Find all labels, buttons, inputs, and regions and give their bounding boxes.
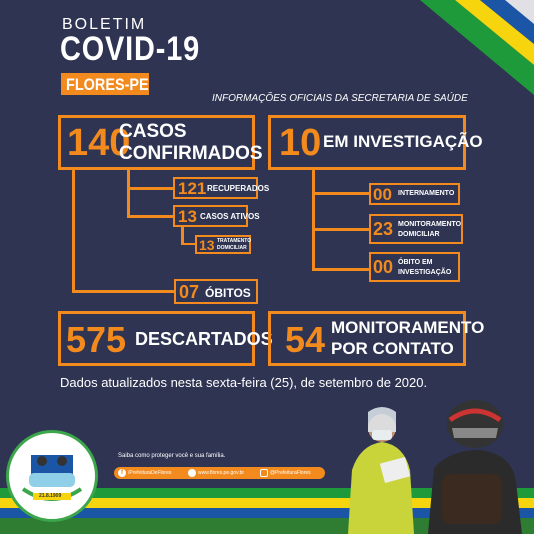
facebook-icon: f xyxy=(118,469,126,477)
discarded-box xyxy=(58,311,273,366)
home-treatment-label-1: TRATAMENTO xyxy=(217,238,252,244)
death-investigation-box xyxy=(369,252,460,282)
seal-icon xyxy=(9,433,95,519)
home-monitoring-label-2: DOMICILIAR xyxy=(398,231,440,238)
recovered-box xyxy=(173,177,270,199)
municipal-seal-logo xyxy=(6,430,98,522)
bulletin-kicker: BOLETIM xyxy=(62,16,147,33)
instagram-link[interactable]: @PrefeituraFlores xyxy=(270,470,311,476)
recovered-count: 121 xyxy=(178,179,207,198)
update-date-text: Dados atualizados nesta sexta-feira (25), de setembro de 2020. xyxy=(60,375,428,390)
investigation-box xyxy=(268,115,483,170)
connector-line xyxy=(312,168,315,271)
confirmed-label-1: CASOS xyxy=(119,121,187,142)
discarded-count: 575 xyxy=(66,319,127,360)
city-badge xyxy=(61,73,149,95)
city-label: FLORES-PE xyxy=(66,75,149,94)
connector-line xyxy=(72,168,75,293)
confirmed-count: 140 xyxy=(67,122,131,164)
social-links-bar xyxy=(114,467,325,479)
connector-line xyxy=(312,192,369,195)
deaths-box xyxy=(174,279,258,304)
investigation-label: EM INVESTIGAÇÃO xyxy=(323,132,483,151)
death-investigation-label-1: ÓBITO EM xyxy=(398,259,433,266)
active-count: 13 xyxy=(178,207,197,226)
connector-line xyxy=(127,168,130,218)
globe-icon xyxy=(188,469,196,477)
contact-monitoring-label-2: POR CONTATO xyxy=(331,339,454,358)
connector-line xyxy=(127,187,173,190)
hospitalization-label: INTERNAMENTO xyxy=(398,190,455,197)
discarded-label: DESCARTADOS xyxy=(135,329,273,349)
investigation-count: 10 xyxy=(279,122,322,164)
active-cases-box xyxy=(173,205,260,227)
hospitalization-count: 00 xyxy=(373,185,392,204)
page-title: COVID-19 xyxy=(60,30,201,68)
connector-line xyxy=(127,215,173,218)
health-workers-photo xyxy=(330,390,534,534)
contact-monitoring-box xyxy=(268,311,485,366)
home-monitoring-label-1: MONITORAMENTO xyxy=(398,221,462,228)
subtitle: INFORMAÇÕES OFICIAIS DA SECRETARIA DE SAÚDE xyxy=(212,93,468,104)
recovered-label: RECUPERADOS xyxy=(207,184,270,193)
active-label: CASOS ATIVOS xyxy=(200,212,260,221)
contact-monitoring-label-1: MONITORAMENTO xyxy=(331,318,485,337)
connector-line xyxy=(312,268,369,271)
death-investigation-label-2: INVESTIGAÇÃO xyxy=(398,269,452,276)
home-monitoring-box xyxy=(369,214,463,244)
facebook-link[interactable]: /PrefeituraDeFlores xyxy=(128,470,172,476)
instagram-icon xyxy=(260,469,268,477)
confirmed-label-2: CONFIRMADOS xyxy=(119,143,263,164)
home-treatment-count: 13 xyxy=(199,237,215,253)
deaths-count: 07 xyxy=(179,282,200,302)
home-treatment-box xyxy=(195,235,251,254)
home-monitoring-count: 23 xyxy=(373,219,394,239)
confirmed-cases-box xyxy=(58,115,263,170)
website-link[interactable]: www.flores.pe.gov.br xyxy=(198,470,245,476)
home-treatment-label-2: DOMICILIAR xyxy=(217,245,247,251)
connector-line xyxy=(312,228,369,231)
footer-tagline: Saiba como proteger você e sua família. xyxy=(118,453,226,459)
connector-line xyxy=(72,290,174,293)
contact-monitoring-count: 54 xyxy=(285,319,326,360)
hospitalization-box xyxy=(369,183,460,205)
seal-year: 21.8.1909 xyxy=(39,493,62,499)
deaths-label: ÓBITOS xyxy=(205,286,251,300)
death-investigation-count: 00 xyxy=(373,257,394,277)
connector-line xyxy=(181,243,195,245)
